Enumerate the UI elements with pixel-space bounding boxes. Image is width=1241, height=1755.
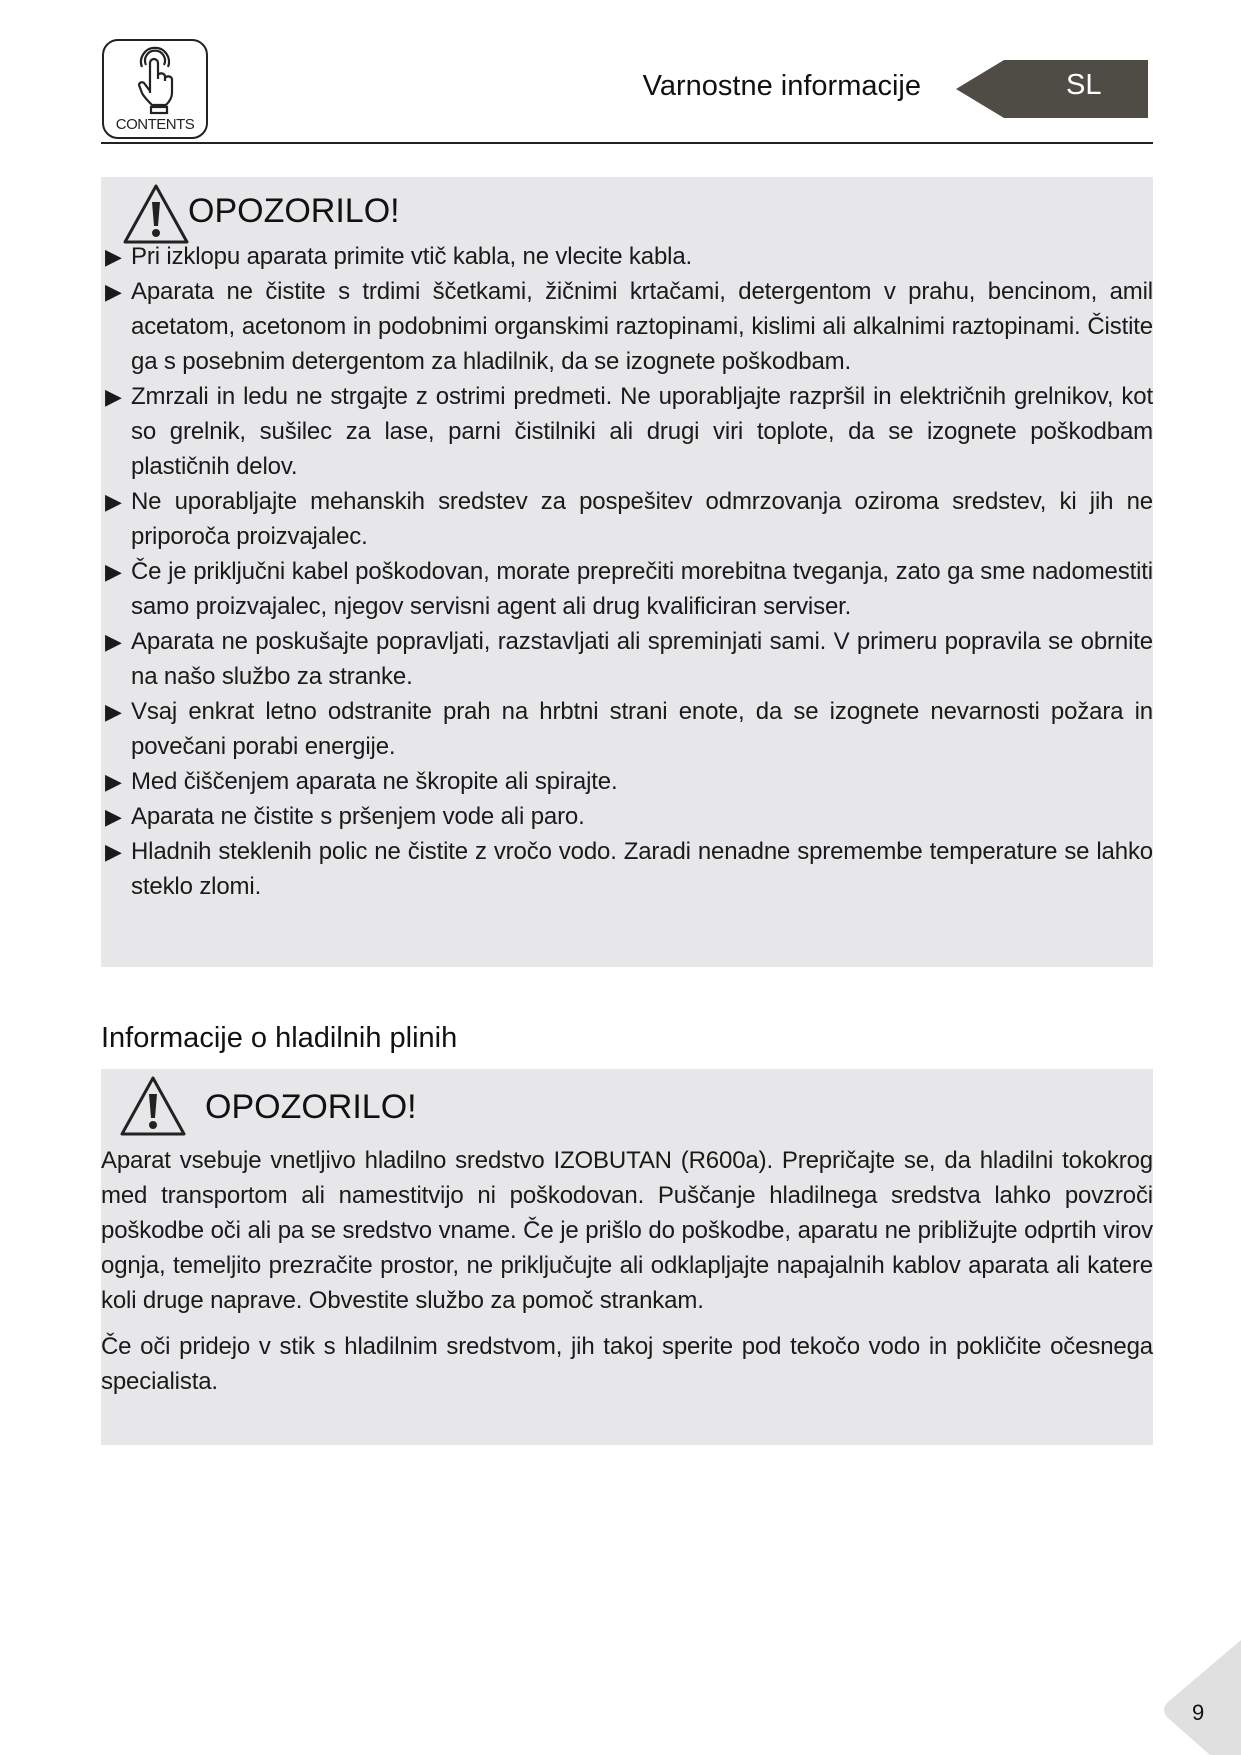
- paragraph: Aparat vsebuje vnetljivo hladilno sredstvo IZOBUTAN (R600a). Prepričajte se, da hladilni tokokrog med transportom ali namestitvijo ni poškodovan. Puščanje hladilnega sredstva lahko povzroči poškodbe oči ali pa se sredstvo vname. Če je prišlo do poškodbe, aparatu ne približujte odprtih virov ognja, temeljito prezračite prostor, ne priključujte ali odklapljajte napajalnih kablov aparata ali katere koli druge naprave. Obvestite službo za pomoč strankam.: [101, 1147, 1153, 1314]
- bullet-arrow-icon: ▶: [105, 279, 122, 304]
- refrigerant-warning-box: [101, 1069, 1153, 1445]
- language-tab-shape: [956, 60, 1148, 118]
- warning-heading: OPOZORILO!: [205, 1088, 417, 1126]
- list-item: ▶ Hladnih steklenih polic ne čistite z vročo vodo. Zaradi nenadne spremembe temperature se lahko steklo zlomi.: [131, 834, 1153, 904]
- pointing-hand-icon: [132, 45, 180, 117]
- list-item: ▶ Pri izklopu aparata primite vtič kabla, ne vlecite kabla.: [131, 239, 1153, 274]
- list-item: ▶ Aparata ne čistite s trdimi ščetkami, žičnimi krtačami, detergentom v prahu, bencinom, amil acetatom, acetonom in podobnimi organskimi raztopinami, kislimi ali alkalnimi raztopinami. Čistite ga s posebnim detergentom za hladilnik, da se izognete poškodbam.: [131, 274, 1153, 379]
- page-number: 9: [1192, 1700, 1205, 1725]
- list-item: ▶ Vsaj enkrat letno odstranite prah na hrbtni strani enote, da se izognete nevarnosti požara in povečani porabi energije.: [131, 694, 1153, 764]
- bullet-arrow-icon: ▶: [105, 839, 122, 864]
- bullet-arrow-icon: ▶: [105, 559, 122, 584]
- list-item: ▶ Aparata ne čistite s pršenjem vode ali paro.: [131, 799, 1153, 834]
- contents-label: CONTENTS: [115, 116, 195, 133]
- bullet-arrow-icon: ▶: [105, 489, 122, 514]
- paragraph: Če oči pridejo v stik s hladilnim sredstvom, jih takoj sperite pod tekočo vodo in pokličite očesnega specialista.: [101, 1333, 1153, 1395]
- bullet-arrow-icon: ▶: [105, 244, 122, 269]
- warning-heading: OPOZORILO!: [188, 192, 400, 230]
- section-heading: Informacije o hladilnih plinih: [101, 1022, 458, 1054]
- list-item: ▶ Ne uporabljajte mehanskih sredstev za pospešitev odmrzovanja oziroma sredstev, ki jih ne priporoča proizvajalec.: [131, 484, 1153, 554]
- bullet-arrow-icon: ▶: [105, 629, 122, 654]
- warning-box: [101, 177, 1153, 967]
- bullet-arrow-icon: ▶: [105, 699, 122, 724]
- warning-list: [101, 239, 1153, 904]
- bullet-arrow-icon: ▶: [105, 384, 122, 409]
- list-item: ▶ Med čiščenjem aparata ne škropite ali spirajte.: [131, 764, 1153, 799]
- contents-button[interactable]: [102, 39, 208, 139]
- page-title: Varnostne informacije: [642, 70, 921, 102]
- header-divider: [101, 142, 1153, 144]
- warning-triangle-icon: [121, 182, 191, 246]
- language-tab: [956, 60, 1148, 118]
- list-item: ▶ Zmrzali in ledu ne strgajte z ostrimi predmeti. Ne uporabljajte razpršil in električnih grelnikov, kot so grelnik, sušilec za lase, parni čistilniki ali drugi viri toplote, da se izognete poškodbam plastičnih delov.: [131, 379, 1153, 484]
- bullet-arrow-icon: ▶: [105, 769, 122, 794]
- language-code: SL: [1066, 69, 1102, 101]
- warning-triangle-icon: [118, 1074, 188, 1138]
- list-item: ▶ Če je priključni kabel poškodovan, morate preprečiti morebitna tveganja, zato ga sme nadomestiti samo proizvajalec, njegov servisni agent ali drug kvalificiran serviser.: [131, 554, 1153, 624]
- list-item: ▶ Aparata ne poskušajte popravljati, razstavljati ali spreminjati sami. V primeru popravila se obrnite na našo službo za stranke.: [131, 624, 1153, 694]
- bullet-arrow-icon: ▶: [105, 804, 122, 829]
- page-corner-shape: [1160, 1640, 1241, 1755]
